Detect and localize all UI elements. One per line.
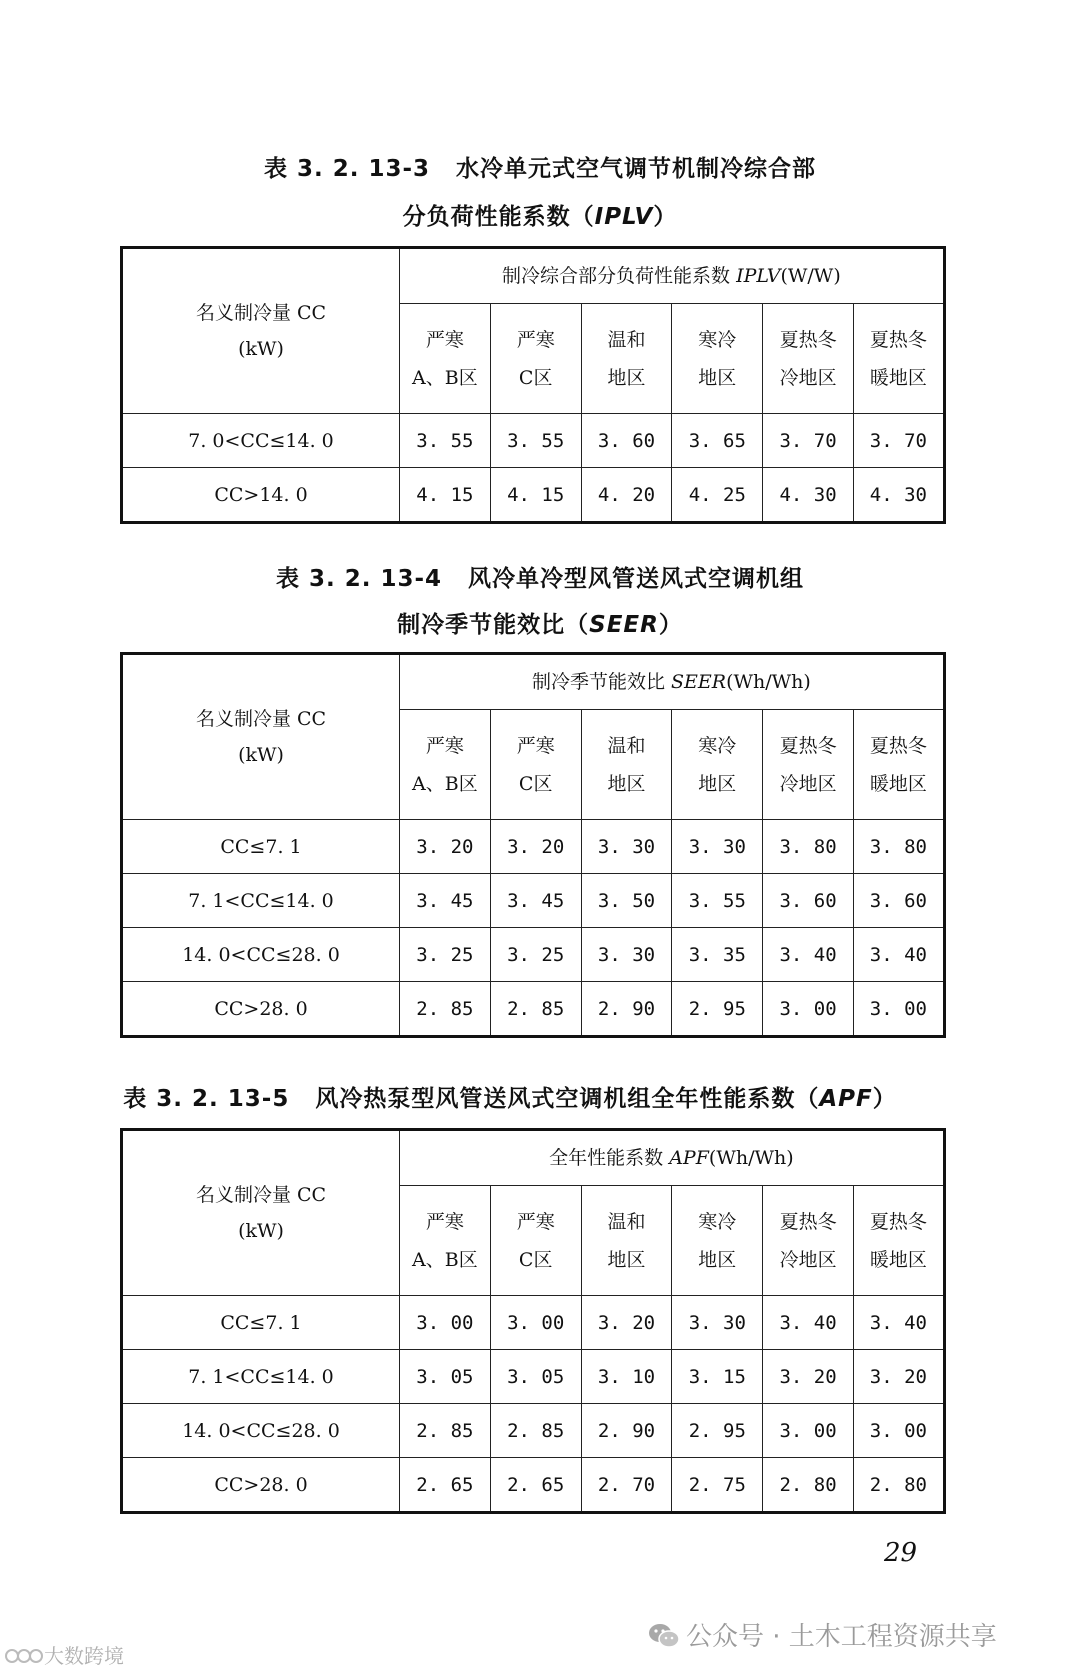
watermark-brand — [4, 1640, 124, 1669]
table-cell: 3. 20 — [490, 820, 581, 874]
zone-header — [853, 304, 944, 414]
row-label: 7. 1<CC≤14. 0 — [122, 874, 400, 928]
caption-title: 水冷单元式空气调节机制冷综合部 — [456, 156, 817, 182]
zone-line1: 寒冷 — [698, 1210, 737, 1233]
table-row — [122, 1296, 945, 1350]
row-label: 14. 0<CC≤28. 0 — [122, 1404, 400, 1458]
row-label: CC>28. 0 — [122, 1458, 400, 1513]
table-cell: 3. 00 — [853, 1404, 944, 1458]
zone-header — [400, 710, 491, 820]
caption-abbr: APF — [819, 1086, 873, 1112]
group-header-text: 全年性能系数 — [549, 1147, 670, 1170]
row-label: CC≤7. 1 — [122, 820, 400, 874]
zone-header — [400, 1186, 491, 1296]
group-header — [400, 654, 945, 710]
table-cell: 3. 20 — [853, 1350, 944, 1404]
zone-line1: 寒冷 — [698, 734, 737, 757]
table-cell: 2. 85 — [490, 1404, 581, 1458]
zone-line2: 冷地区 — [779, 366, 837, 389]
table-cell: 3. 25 — [490, 928, 581, 982]
table-row — [122, 1404, 945, 1458]
watermark-text: 公众号 · 土木工程资源共享 — [686, 1622, 997, 1652]
table-cell: 3. 45 — [490, 874, 581, 928]
zone-line1: 夏热冬 — [869, 1210, 927, 1233]
header-row — [122, 1130, 945, 1186]
table-cell: 3. 00 — [853, 982, 944, 1037]
table-cell: 3. 05 — [490, 1350, 581, 1404]
zone-line1: 严寒 — [516, 734, 555, 757]
zone-line2: 地区 — [607, 772, 646, 795]
zone-line1: 夏热冬 — [779, 734, 837, 757]
table-caption-1-line2 — [0, 198, 1080, 231]
table-cell: 3. 20 — [400, 820, 491, 874]
zone-line2: A、B区 — [412, 366, 478, 389]
zone-line1: 夏热冬 — [869, 328, 927, 351]
table-row — [122, 1350, 945, 1404]
table-row — [122, 982, 945, 1037]
table-cell: 2. 80 — [853, 1458, 944, 1513]
group-header-abbr: APF — [669, 1147, 709, 1170]
rowlabel-header-line2: (kW) — [238, 338, 284, 360]
zone-header — [763, 710, 854, 820]
row-label: 7. 1<CC≤14. 0 — [122, 1350, 400, 1404]
table-row — [122, 928, 945, 982]
table-cell: 3. 20 — [763, 1350, 854, 1404]
table-cell: 2. 65 — [490, 1458, 581, 1513]
table-cell: 3. 50 — [581, 874, 672, 928]
caption-text-end: ） — [872, 1086, 897, 1112]
table-cell: 2. 85 — [400, 1404, 491, 1458]
group-header — [400, 248, 945, 304]
table-caption-2-line2 — [0, 606, 1080, 639]
table-row — [122, 1458, 945, 1513]
zone-line2: 地区 — [698, 772, 737, 795]
table-cell: 3. 45 — [400, 874, 491, 928]
table-cell: 3. 40 — [763, 1296, 854, 1350]
zone-line1: 温和 — [607, 328, 646, 351]
table-cell: 3. 40 — [853, 928, 944, 982]
caption-number: 表 3. 2. 13-5 — [123, 1086, 290, 1112]
zone-line1: 寒冷 — [698, 328, 737, 351]
zone-line2: A、B区 — [412, 772, 478, 795]
header-row — [122, 654, 945, 710]
caption-number: 表 3. 2. 13-3 — [263, 156, 431, 182]
table-cell: 4. 25 — [672, 468, 763, 523]
table-cell: 3. 70 — [763, 414, 854, 468]
table-cell: 3. 30 — [581, 820, 672, 874]
table-cell: 2. 95 — [672, 982, 763, 1037]
table-cell: 3. 30 — [672, 820, 763, 874]
table-cell: 4. 30 — [763, 468, 854, 523]
caption-text: 分负荷性能系数（ — [402, 204, 595, 230]
table-cell: 2. 70 — [581, 1458, 672, 1513]
table-cell: 3. 80 — [763, 820, 854, 874]
table-cell: 3. 55 — [400, 414, 491, 468]
table-caption-1 — [0, 150, 1080, 183]
table-caption-2 — [0, 560, 1080, 593]
apf-table — [120, 1128, 946, 1514]
zone-line2: 暖地区 — [869, 1248, 927, 1271]
row-label: CC>14. 0 — [122, 468, 400, 523]
brand-logo-icon — [4, 1646, 44, 1666]
caption-text-end: ） — [653, 204, 678, 230]
table-cell: 3. 60 — [581, 414, 672, 468]
zone-header — [400, 304, 491, 414]
table-cell: 3. 30 — [672, 1296, 763, 1350]
table-cell: 3. 60 — [763, 874, 854, 928]
table-cell: 3. 40 — [853, 1296, 944, 1350]
zone-header — [490, 710, 581, 820]
zone-line1: 夏热冬 — [869, 734, 927, 757]
zone-header — [672, 304, 763, 414]
zone-line2: 暖地区 — [869, 772, 927, 795]
zone-header — [853, 1186, 944, 1296]
seer-table — [120, 652, 946, 1038]
rowlabel-header-line1: 名义制冷量 CC — [195, 1184, 327, 1206]
table-cell: 3. 40 — [763, 928, 854, 982]
zone-line1: 夏热冬 — [779, 328, 837, 351]
table-cell: 4. 30 — [853, 468, 944, 523]
table-cell: 3. 60 — [853, 874, 944, 928]
group-header-unit: (W/W) — [780, 265, 841, 288]
caption-text: 制冷季节能效比（ — [397, 612, 590, 638]
zone-header — [672, 710, 763, 820]
rowlabel-header-line1: 名义制冷量 CC — [195, 708, 327, 730]
rowlabel-header — [122, 248, 400, 414]
table-cell: 4. 15 — [400, 468, 491, 523]
table-cell: 2. 90 — [581, 1404, 672, 1458]
row-label: 14. 0<CC≤28. 0 — [122, 928, 400, 982]
zone-header — [672, 1186, 763, 1296]
row-label: CC≤7. 1 — [122, 1296, 400, 1350]
rowlabel-header-line2: (kW) — [238, 744, 284, 766]
row-label: CC>28. 0 — [122, 982, 400, 1037]
group-header — [400, 1130, 945, 1186]
page-number: 29 — [884, 1538, 918, 1568]
rowlabel-header-line2: (kW) — [238, 1220, 284, 1242]
table-row — [122, 820, 945, 874]
rowlabel-header — [122, 654, 400, 820]
table-row — [122, 468, 945, 523]
table-cell: 3. 15 — [672, 1350, 763, 1404]
zone-line1: 严寒 — [425, 734, 464, 757]
caption-title: 风冷热泵型风管送风式空调机组全年性能系数（ — [315, 1086, 820, 1112]
group-header-unit: (Wh/Wh) — [726, 671, 811, 694]
group-header-text: 制冷综合部分负荷性能系数 — [502, 265, 737, 288]
table-cell: 3. 00 — [763, 982, 854, 1037]
zone-line2: 冷地区 — [779, 772, 837, 795]
caption-abbr: SEER — [589, 612, 659, 638]
zone-line2: 地区 — [607, 366, 646, 389]
table-cell: 2. 80 — [763, 1458, 854, 1513]
zone-header — [490, 1186, 581, 1296]
zone-header — [581, 304, 672, 414]
caption-text-end: ） — [658, 612, 683, 638]
table-cell: 3. 05 — [400, 1350, 491, 1404]
table-cell: 2. 65 — [400, 1458, 491, 1513]
caption-abbr: IPLV — [594, 204, 654, 230]
rowlabel-header-line1: 名义制冷量 CC — [195, 302, 327, 324]
table-cell: 3. 70 — [853, 414, 944, 468]
table-row — [122, 414, 945, 468]
zone-line1: 严寒 — [425, 1210, 464, 1233]
zone-header — [853, 710, 944, 820]
zone-line2: 地区 — [698, 366, 737, 389]
zone-line1: 温和 — [607, 1210, 646, 1233]
zone-line2: 冷地区 — [779, 1248, 837, 1271]
watermark-brand-text: 大数跨境 — [44, 1644, 124, 1668]
zone-line2: 地区 — [698, 1248, 737, 1271]
zone-header — [490, 304, 581, 414]
group-header-unit: (Wh/Wh) — [708, 1147, 794, 1170]
zone-line1: 严寒 — [516, 328, 555, 351]
table-cell: 3. 25 — [400, 928, 491, 982]
group-header-text: 制冷季节能效比 — [531, 671, 671, 694]
zone-line2: 地区 — [607, 1248, 646, 1271]
caption-title: 风冷单冷型风管送风式空调机组 — [468, 566, 805, 592]
zone-line2: A、B区 — [412, 1248, 478, 1271]
table-row — [122, 874, 945, 928]
watermark-wechat — [648, 1616, 997, 1653]
table-cell: 2. 95 — [672, 1404, 763, 1458]
wechat-icon — [648, 1623, 680, 1649]
zone-line2: C区 — [518, 1248, 553, 1271]
table-cell: 2. 75 — [672, 1458, 763, 1513]
zone-line1: 温和 — [607, 734, 646, 757]
zone-header — [763, 1186, 854, 1296]
row-label: 7. 0<CC≤14. 0 — [122, 414, 400, 468]
zone-line1: 严寒 — [425, 328, 464, 351]
table-cell: 3. 20 — [581, 1296, 672, 1350]
table-cell: 3. 65 — [672, 414, 763, 468]
table-cell: 4. 15 — [490, 468, 581, 523]
table-cell: 3. 35 — [672, 928, 763, 982]
zone-header — [581, 710, 672, 820]
group-header-abbr: IPLV — [736, 265, 781, 288]
table-cell: 4. 20 — [581, 468, 672, 523]
table-cell: 2. 90 — [581, 982, 672, 1037]
table-cell: 2. 85 — [490, 982, 581, 1037]
zone-line1: 严寒 — [516, 1210, 555, 1233]
table-cell: 3. 00 — [490, 1296, 581, 1350]
group-header-abbr: SEER — [671, 671, 727, 694]
table-cell: 3. 00 — [400, 1296, 491, 1350]
table-cell: 3. 30 — [581, 928, 672, 982]
zone-header — [581, 1186, 672, 1296]
rowlabel-header — [122, 1130, 400, 1296]
zone-line2: C区 — [518, 366, 553, 389]
zone-line2: C区 — [518, 772, 553, 795]
table-cell: 3. 10 — [581, 1350, 672, 1404]
zone-header — [763, 304, 854, 414]
zone-line2: 暖地区 — [869, 366, 927, 389]
zone-line1: 夏热冬 — [779, 1210, 837, 1233]
table-cell: 2. 85 — [400, 982, 491, 1037]
iplv-table — [120, 246, 946, 524]
table-cell: 3. 55 — [672, 874, 763, 928]
caption-number: 表 3. 2. 13-4 — [275, 566, 443, 592]
table-cell: 3. 55 — [490, 414, 581, 468]
table-cell: 3. 00 — [763, 1404, 854, 1458]
table-cell: 3. 80 — [853, 820, 944, 874]
header-row — [122, 248, 945, 304]
table-caption-3 — [0, 1080, 1050, 1113]
